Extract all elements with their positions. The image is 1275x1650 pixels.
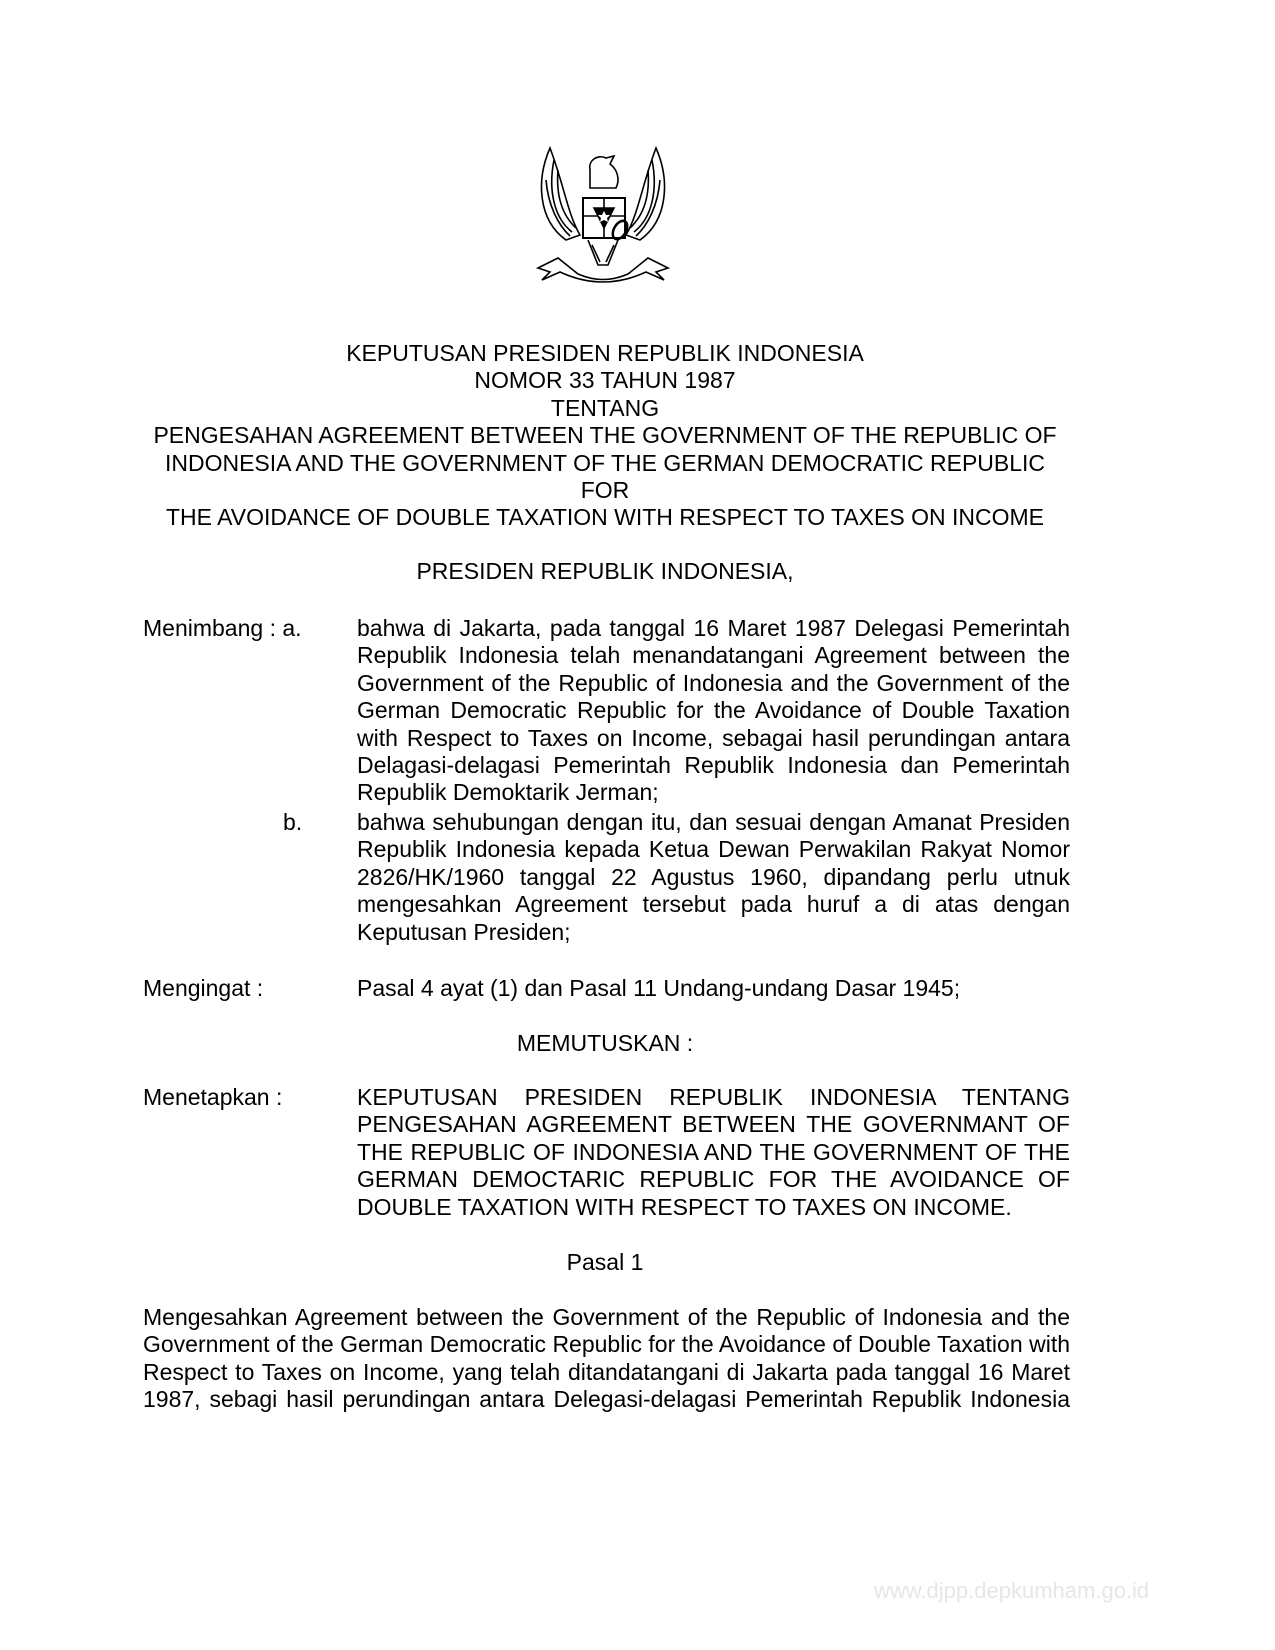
president-heading: PRESIDEN REPUBLIK INDONESIA, — [416, 558, 794, 584]
garuda-emblem-icon — [528, 140, 678, 290]
menimbang-a-text — [357, 615, 1070, 807]
text-line: Government of the Republic of Indonesia and the Government of the — [357, 669, 1070, 696]
text-line: GERMAN DEMOCTARIC REPUBLIC FOR THE AVOIDANCE OF — [357, 1166, 1070, 1193]
text-line: Republik Demoktarik Jerman; — [357, 779, 659, 806]
text-line: 1987, sebagi hasil perundingan antara Delegasi-delagasi Pemerintah Republik Indonesia — [143, 1386, 1070, 1413]
text-line: THE REPUBLIC OF INDONESIA AND THE GOVERNMENT OF THE — [357, 1138, 1070, 1165]
text-line: German Democratic Republic for the Avoidance of Double Taxation — [357, 697, 1070, 724]
title-line: KEPUTUSAN PRESIDEN REPUBLIK INDONESIA — [346, 340, 864, 366]
text-line: KEPUTUSAN PRESIDEN REPUBLIK INDONESIA TENTANG — [357, 1084, 1070, 1110]
text-line: bahwa di Jakarta, pada tanggal 16 Maret 1987 Delegasi Pemerintah — [357, 615, 1070, 641]
text-line: Government of the German Democratic Republic for the Avoidance of Double Taxation with — [143, 1331, 1070, 1358]
title-line: THE AVOIDANCE OF DOUBLE TAXATION WITH RESPECT TO TAXES ON INCOME — [166, 504, 1044, 531]
watermark: www.djpp.depkumham.go.id — [874, 1578, 1150, 1603]
pasal-1-text — [143, 1304, 1070, 1414]
text-line: Keputusan Presiden; — [357, 918, 571, 945]
text-line: Respect to Taxes on Income, yang telah ditandatangani di Jakarta pada tanggal 16 Maret — [143, 1358, 1070, 1385]
decree-title — [100, 340, 1110, 532]
memutuskan-heading: MEMUTUSKAN : — [516, 1030, 694, 1056]
title-line: INDONESIA AND THE GOVERNMENT OF THE GERMAN DEMOCRATIC REPUBLIC — [164, 449, 1046, 476]
menetapkan-label: Menetapkan : — [143, 1084, 283, 1110]
title-line: NOMOR 33 TAHUN 1987 — [474, 367, 736, 394]
text-line: PENGESAHAN AGREEMENT BETWEEN THE GOVERNMANT OF — [357, 1111, 1070, 1138]
mengingat-label: Mengingat : — [143, 975, 264, 1001]
menimbang-b-label: b. — [283, 809, 303, 835]
text-line: Republik Indonesia telah menandatangani Agreement between the — [357, 642, 1070, 669]
menimbang-b-text — [357, 809, 1070, 946]
text-line: Mengesahkan Agreement between the Government of the Republic of Indonesia and the — [143, 1304, 1070, 1330]
text-line: DOUBLE TAXATION WITH RESPECT TO TAXES ON INCOME. — [357, 1193, 1012, 1220]
menimbang-label: Menimbang : a. — [143, 615, 302, 641]
text-line: 2826/HK/1960 tanggal 22 Agustus 1960, dipandang perlu utnuk — [357, 863, 1070, 890]
text-line: mengesahkan Agreement tersebut pada huruf a di atas dengan — [357, 891, 1070, 918]
title-line: PENGESAHAN AGREEMENT BETWEEN THE GOVERNMENT OF THE REPUBLIC OF — [153, 422, 1057, 449]
title-line: TENTANG — [550, 394, 660, 421]
text-line: Republik Indonesia kepada Ketua Dewan Perwakilan Rakyat Nomor — [357, 836, 1070, 863]
title-line: FOR — [580, 477, 630, 504]
menetapkan-text — [357, 1084, 1070, 1221]
text-line: bahwa sehubungan dengan itu, dan sesuai dengan Amanat Presiden — [357, 809, 1070, 835]
text-line: Delagasi-delagasi Pemerintah Republik Indonesia dan Pemerintah — [357, 752, 1070, 779]
pasal-1-heading: Pasal 1 — [566, 1249, 644, 1275]
mengingat-text: Pasal 4 ayat (1) dan Pasal 11 Undang-undang Dasar 1945; — [357, 975, 961, 1001]
text-line: with Respect to Taxes on Income, sebagai hasil perundingan antara — [357, 724, 1070, 751]
